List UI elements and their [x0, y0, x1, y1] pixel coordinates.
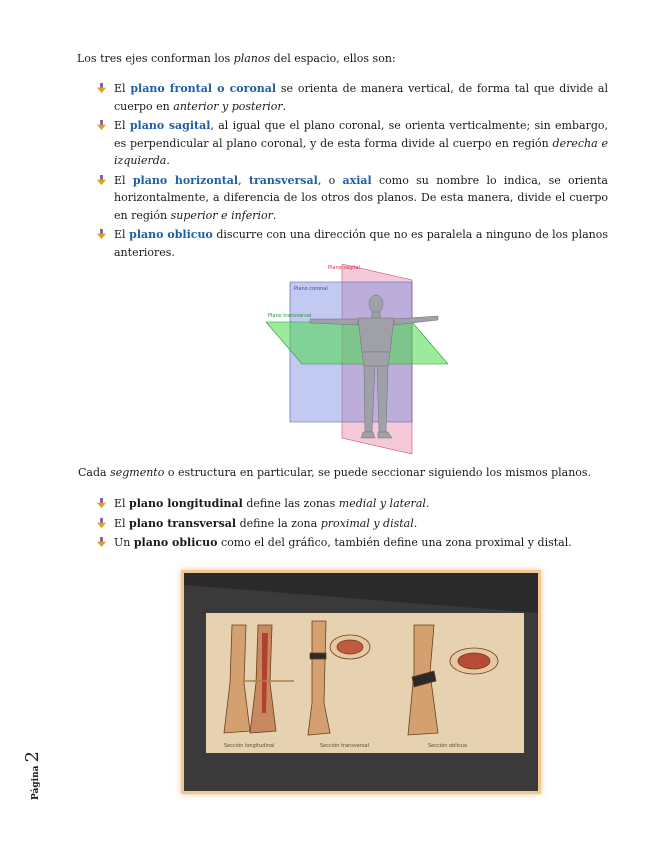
term-horizontal: plano horizontal [132, 173, 239, 187]
label-coronal: Plano coronal [294, 286, 328, 292]
item-suffix: . [413, 516, 418, 530]
term-oblicuo: plano oblicuo [129, 228, 213, 241]
item-text: define la zona [236, 516, 321, 530]
label-transversal: Plano transversal [268, 313, 312, 319]
intro-text-end: del espacio, ellos son: [270, 52, 396, 65]
arrow-down-bullet-icon [96, 537, 107, 548]
intro-text: Los tres ejes conforman los [77, 52, 234, 65]
list-item [96, 172, 608, 225]
term-frontal-coronal: plano frontal o coronal [130, 82, 277, 95]
term-transversal-segment: plano transversal [129, 516, 237, 530]
item-italic: medial y lateral [338, 497, 426, 510]
list-item [96, 534, 608, 552]
term-longitudinal: plano longitudinal [129, 497, 243, 510]
caption-longitudinal: Sección longitudinal [224, 743, 275, 749]
photo-shadow [184, 573, 538, 613]
item-prefix: El [114, 497, 130, 510]
page-number [22, 751, 43, 800]
arrow-down-bullet-icon [96, 120, 107, 131]
label-sagital: Plano sagital [328, 265, 360, 271]
item-italic: superior e inferior [170, 208, 273, 222]
item-prefix: El [114, 173, 133, 187]
item-prefix: El [114, 82, 131, 95]
anatomical-planes-figure [262, 262, 448, 456]
item-italic: anterior y posterior [173, 99, 283, 113]
item-separator: , [238, 173, 249, 187]
term-axial: axial [342, 173, 372, 187]
arrow-down-bullet-icon [96, 229, 107, 240]
list-item [96, 226, 608, 261]
term-transversal: transversal [248, 173, 318, 187]
arrow-down-bullet-icon [96, 498, 107, 509]
caption-transversal: Sección transversal [320, 743, 369, 749]
term-sagital: plano sagital [129, 119, 211, 132]
planes-list [96, 80, 608, 263]
section-illustration [184, 573, 538, 791]
item-text: como el del gráfico, también define una zona proximal y distal. [217, 536, 572, 549]
item-separator: , o [317, 173, 343, 187]
para2-italic: segmento [110, 466, 165, 479]
page-label: Página [31, 765, 41, 800]
item-text: , al igual que el plano coronal, se orienta verticalmente; sin embargo, es perpendicular al plano coronal, y de esta forma divide al cuerpo en región [114, 119, 608, 150]
list-item [96, 80, 608, 115]
intro-paragraph [77, 52, 396, 65]
arrow-down-bullet-icon [96, 83, 107, 94]
item-text: define las zonas [242, 497, 339, 510]
list-item [96, 515, 608, 533]
item-suffix: . [166, 154, 170, 167]
list-item [96, 117, 608, 170]
section-photo [181, 570, 541, 794]
item-suffix: . [272, 208, 277, 222]
page-number-value: 2 [22, 751, 43, 763]
term-oblicuo-segment: plano oblicuo [133, 536, 218, 549]
item-prefix: El [114, 119, 130, 132]
arrow-down-bullet-icon [96, 175, 107, 186]
item-text: se orienta de manera vertical, de forma tal que divide al cuerpo en [114, 82, 608, 113]
item-prefix: El [114, 228, 130, 241]
item-italic: derecha e izquierda [114, 136, 608, 167]
item-text: como su nombre lo indica, se orienta horizontalmente, a diferencia de los otros dos planos. De esta manera, divide el cuerpo en región [114, 173, 608, 222]
item-text: discurre con una dirección que no es paralela a ninguno de los planos anteriores. [114, 228, 608, 259]
segment-paragraph [78, 466, 591, 479]
caption-oblicua: Sección oblicua [428, 743, 467, 749]
item-suffix: . [425, 497, 430, 510]
item-prefix: Un [114, 536, 134, 549]
item-prefix: El [114, 516, 130, 530]
intro-italic: planos [233, 52, 271, 65]
item-suffix: . [282, 99, 287, 113]
list-item [96, 495, 608, 513]
arrow-down-bullet-icon [96, 518, 107, 529]
segment-planes-list [96, 495, 608, 554]
para2-text-end: o estructura en particular, se puede seccionar siguiendo los mismos planos. [164, 466, 592, 479]
para2-text: Cada [78, 466, 111, 479]
item-italic: proximal y distal [320, 516, 414, 530]
